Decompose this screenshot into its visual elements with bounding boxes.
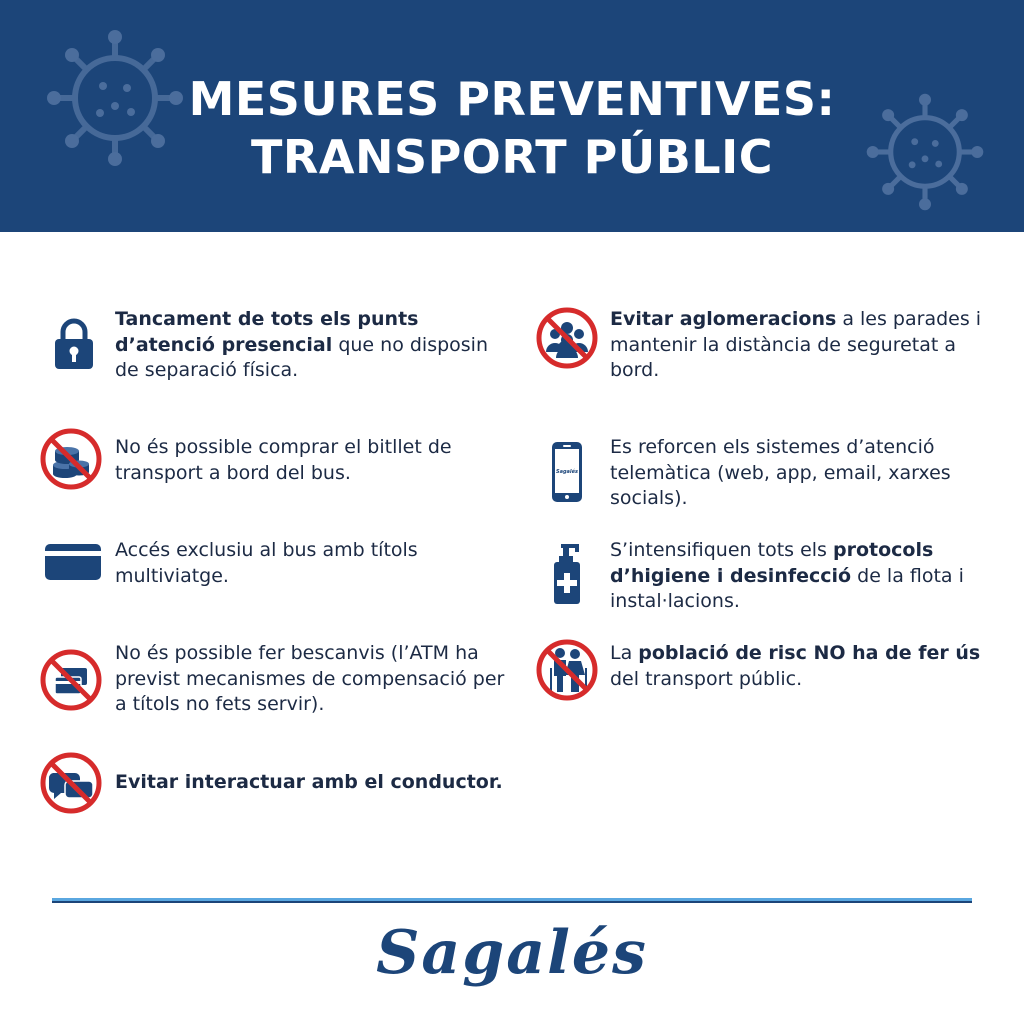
item-no-exchange-text xyxy=(115,641,515,718)
item-hygiene-bold: protocols d’higiene i desinfecció xyxy=(610,539,934,587)
no-crowd-icon xyxy=(535,306,599,370)
item-no-chat-text xyxy=(115,770,535,796)
item-risk-post: del transport públic. xyxy=(610,667,803,690)
phone-screen-logo: Sagalés xyxy=(555,469,579,475)
item-hygiene-post: de la flota i instal·lacions. xyxy=(610,564,964,612)
item-risk-bold: població de risc NO ha de fer ús xyxy=(638,642,981,664)
title-line-1: MESURES PREVENTIVES: xyxy=(188,72,836,126)
item-no-ticket-rest: No és possible comprar el bitllet de transport a bord del bus. xyxy=(115,436,452,484)
header-banner xyxy=(0,0,1024,232)
sanitizer-icon xyxy=(535,542,599,606)
item-closure-text xyxy=(115,307,495,384)
item-closure-rest: que no disposin de separació física. xyxy=(115,333,489,381)
item-risk-pre: La xyxy=(610,642,639,664)
item-telematic-rest: Es reforcen els sistemes d’atenció telemàtica (web, app, email, xarxes socials). xyxy=(610,436,951,509)
no-elderly-icon xyxy=(535,638,599,702)
item-no-ticket-text xyxy=(115,435,495,486)
no-chat-icon xyxy=(39,751,103,815)
item-no-chat-bold: Evitar interactuar amb el conductor. xyxy=(115,771,503,793)
item-telematic-text xyxy=(610,435,990,512)
lock-icon xyxy=(42,311,106,375)
item-card-text xyxy=(115,538,495,589)
smartphone-icon xyxy=(535,440,599,504)
no-coins-icon xyxy=(39,427,103,491)
no-card-exchange-icon xyxy=(39,648,103,712)
page-title xyxy=(0,70,1024,186)
footer-divider-shadow xyxy=(52,901,972,903)
item-hygiene-pre: S’intensifiquen tots els xyxy=(610,539,833,561)
card-icon xyxy=(41,530,105,594)
item-crowds-bold: Evitar aglomeracions xyxy=(610,308,837,330)
item-crowds-text xyxy=(610,307,990,384)
item-closure-bold: Tancament de tots els punts d’atenció presencial xyxy=(115,308,419,356)
item-no-exchange-rest: No és possible fer bescanvis (l’ATM ha previst mecanismes de compensació per a títols no fets servir). xyxy=(115,642,505,715)
item-card-rest: Accés exclusiu al bus amb títols multiviatge. xyxy=(115,539,418,587)
item-crowds-rest: a les parades i mantenir la distància de seguretat a bord. xyxy=(610,308,982,381)
item-hygiene-text xyxy=(610,538,990,615)
item-risk-text xyxy=(610,641,990,692)
sagales-logo: Sagalés xyxy=(376,918,648,988)
title-line-2: TRANSPORT PÚBLIC xyxy=(251,130,773,184)
